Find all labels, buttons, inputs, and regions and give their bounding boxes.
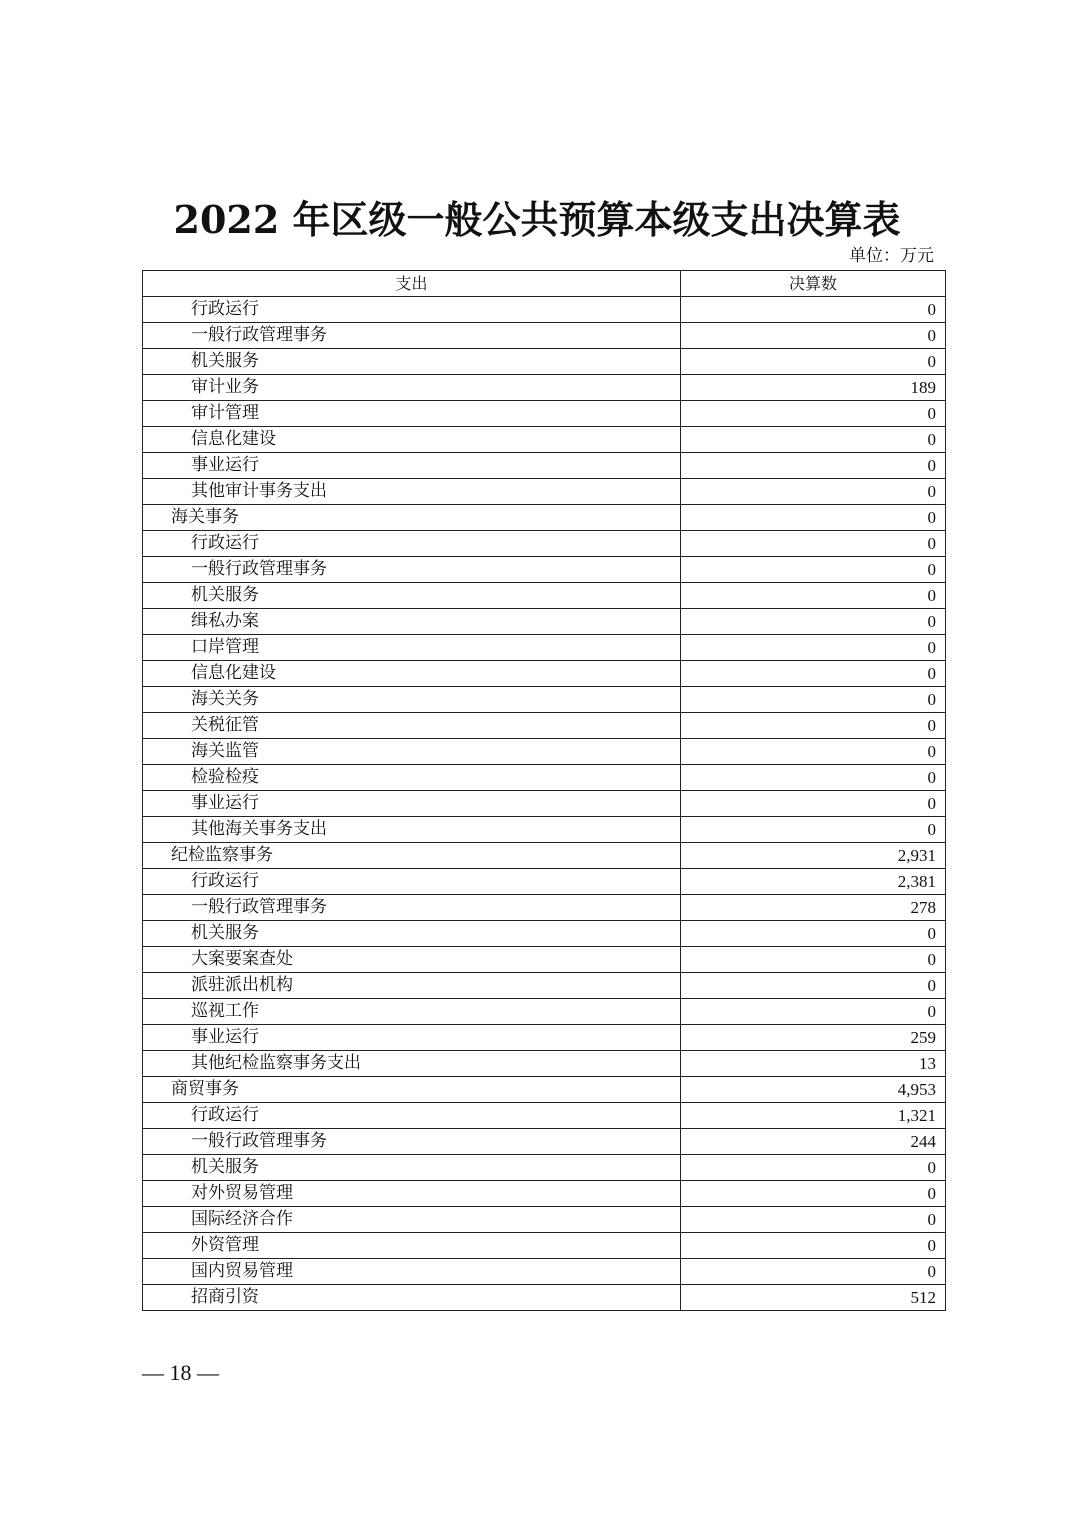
row-item-name: 招商引资 (143, 1285, 681, 1311)
table-row (143, 1025, 946, 1051)
table-row (143, 765, 946, 791)
row-amount: 0 (681, 687, 946, 713)
table-row (143, 1077, 946, 1103)
row-amount: 0 (681, 531, 946, 557)
table-row (143, 713, 946, 739)
table-row (143, 661, 946, 687)
table-row (143, 817, 946, 843)
row-item-name: 一般行政管理事务 (143, 1129, 681, 1155)
table-row (143, 609, 946, 635)
row-item-name: 海关关务 (143, 687, 681, 713)
row-amount: 0 (681, 505, 946, 531)
table-row (143, 999, 946, 1025)
row-item-name: 海关事务 (143, 505, 681, 531)
row-item-name: 其他纪检监察事务支出 (143, 1051, 681, 1077)
row-amount: 0 (681, 713, 946, 739)
row-item-name: 国际经济合作 (143, 1207, 681, 1233)
table-row (143, 1285, 946, 1311)
table-row (143, 1051, 946, 1077)
table-row (143, 921, 946, 947)
row-item-name: 事业运行 (143, 1025, 681, 1051)
row-item-name: 缉私办案 (143, 609, 681, 635)
row-item-name: 审计管理 (143, 401, 681, 427)
row-item-name: 行政运行 (143, 869, 681, 895)
row-item-name: 外资管理 (143, 1233, 681, 1259)
row-amount: 189 (681, 375, 946, 401)
table-row (143, 323, 946, 349)
row-item-name: 派驻派出机构 (143, 973, 681, 999)
row-item-name: 信息化建设 (143, 661, 681, 687)
row-amount: 2,931 (681, 843, 946, 869)
row-item-name: 机关服务 (143, 583, 681, 609)
row-amount: 0 (681, 635, 946, 661)
row-item-name: 其他审计事务支出 (143, 479, 681, 505)
table-row (143, 401, 946, 427)
table-row (143, 635, 946, 661)
row-item-name: 纪检监察事务 (143, 843, 681, 869)
row-item-name: 一般行政管理事务 (143, 323, 681, 349)
page-title: 2022 年区级一般公共预算本级支出决算表 (173, 197, 901, 242)
row-amount: 0 (681, 427, 946, 453)
row-item-name: 信息化建设 (143, 427, 681, 453)
page-number: — 18 — (142, 1360, 219, 1385)
row-amount: 0 (681, 349, 946, 375)
row-amount: 0 (681, 765, 946, 791)
row-item-name: 关税征管 (143, 713, 681, 739)
table-row (143, 947, 946, 973)
row-item-name: 行政运行 (143, 1103, 681, 1129)
table-row (143, 1259, 946, 1285)
row-amount: 0 (681, 739, 946, 765)
unit-label: 单位：万元 (849, 246, 934, 266)
row-item-name: 一般行政管理事务 (143, 557, 681, 583)
row-item-name: 口岸管理 (143, 635, 681, 661)
table-row (143, 505, 946, 531)
row-item-name: 机关服务 (143, 1155, 681, 1181)
row-amount: 0 (681, 453, 946, 479)
row-amount: 13 (681, 1051, 946, 1077)
table-row (143, 1181, 946, 1207)
row-amount: 0 (681, 973, 946, 999)
row-amount: 244 (681, 1129, 946, 1155)
table-row (143, 687, 946, 713)
table-row (143, 531, 946, 557)
row-amount: 0 (681, 817, 946, 843)
table-row (143, 895, 946, 921)
table-header-row (143, 271, 946, 297)
table-row (143, 1129, 946, 1155)
table-row (143, 1103, 946, 1129)
table-row (143, 1155, 946, 1181)
row-amount: 0 (681, 557, 946, 583)
row-item-name: 国内贸易管理 (143, 1259, 681, 1285)
row-amount: 2,381 (681, 869, 946, 895)
budget-table (142, 270, 946, 1311)
row-item-name: 其他海关事务支出 (143, 817, 681, 843)
row-amount: 0 (681, 401, 946, 427)
row-amount: 0 (681, 1259, 946, 1285)
row-amount: 259 (681, 1025, 946, 1051)
table-row (143, 297, 946, 323)
row-amount: 0 (681, 999, 946, 1025)
row-amount: 0 (681, 583, 946, 609)
row-amount: 0 (681, 479, 946, 505)
row-amount: 4,953 (681, 1077, 946, 1103)
row-amount: 0 (681, 1181, 946, 1207)
row-item-name: 机关服务 (143, 349, 681, 375)
table-row (143, 375, 946, 401)
table-row (143, 453, 946, 479)
table-row (143, 843, 946, 869)
row-item-name: 一般行政管理事务 (143, 895, 681, 921)
table-row (143, 479, 946, 505)
row-item-name: 检验检疫 (143, 765, 681, 791)
row-item-name: 大案要案查处 (143, 947, 681, 973)
table-row (143, 1207, 946, 1233)
row-item-name: 对外贸易管理 (143, 1181, 681, 1207)
table-row (143, 583, 946, 609)
row-amount: 0 (681, 921, 946, 947)
row-amount: 0 (681, 323, 946, 349)
row-item-name: 事业运行 (143, 453, 681, 479)
row-amount: 0 (681, 297, 946, 323)
table-row (143, 973, 946, 999)
row-amount: 1,321 (681, 1103, 946, 1129)
row-item-name: 事业运行 (143, 791, 681, 817)
table-row (143, 869, 946, 895)
row-item-name: 审计业务 (143, 375, 681, 401)
row-item-name: 商贸事务 (143, 1077, 681, 1103)
header-expenditure: 支出 (143, 271, 681, 297)
row-amount: 0 (681, 1155, 946, 1181)
row-item-name: 行政运行 (143, 531, 681, 557)
row-amount: 0 (681, 609, 946, 635)
table-body (143, 297, 946, 1311)
row-amount: 0 (681, 947, 946, 973)
table-row (143, 739, 946, 765)
row-amount: 512 (681, 1285, 946, 1311)
table-row (143, 1233, 946, 1259)
row-item-name: 行政运行 (143, 297, 681, 323)
table-row (143, 349, 946, 375)
row-item-name: 海关监管 (143, 739, 681, 765)
row-item-name: 机关服务 (143, 921, 681, 947)
row-amount: 0 (681, 791, 946, 817)
row-amount: 0 (681, 1207, 946, 1233)
row-item-name: 巡视工作 (143, 999, 681, 1025)
header-final-amount: 决算数 (681, 271, 946, 297)
table-row (143, 557, 946, 583)
row-amount: 0 (681, 1233, 946, 1259)
row-amount: 278 (681, 895, 946, 921)
table-row (143, 427, 946, 453)
table-row (143, 791, 946, 817)
row-amount: 0 (681, 661, 946, 687)
